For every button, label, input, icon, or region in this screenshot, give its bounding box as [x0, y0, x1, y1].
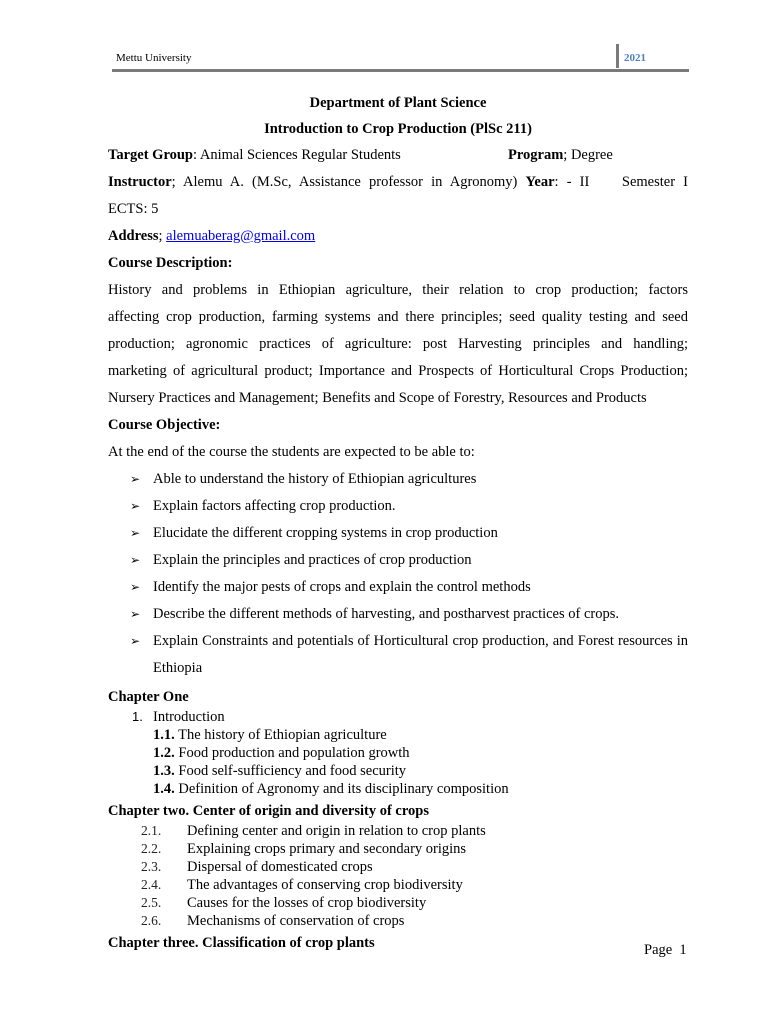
document-body [108, 90, 688, 954]
sub-number: 1.2. [153, 745, 175, 761]
sub-number: 1.1. [153, 727, 175, 743]
email-link[interactable]: alemuaberag@gmail.com [166, 228, 316, 244]
list-item [108, 547, 688, 574]
arrow-bullet-icon: ➢ [130, 472, 141, 486]
address-label: Address [108, 228, 159, 244]
sub-number: 1.4. [153, 781, 175, 797]
list-item [108, 894, 688, 912]
chapter-two-title: Chapter two. Center of origin and diversity of crops [108, 803, 429, 819]
program-value: ; Degree [563, 147, 613, 163]
header-rule [112, 69, 689, 72]
target-program-row [108, 142, 688, 169]
program [508, 142, 688, 169]
header-separator [616, 44, 619, 68]
list-item [108, 574, 688, 601]
sub-number: 2.1. [141, 823, 162, 838]
list-item [108, 493, 688, 520]
list-item [108, 628, 688, 682]
objective-text: Explain the principles and practices of crop production [153, 552, 472, 568]
list-item [108, 780, 688, 798]
sub-text: Explaining crops primary and secondary origins [187, 841, 467, 857]
sub-text: Defining center and origin in relation to crop plants [187, 823, 486, 839]
objective-intro: At the end of the course the students are expected to be able to: [108, 444, 475, 460]
sub-text: Causes for the losses of crop biodiversity [187, 895, 427, 911]
description-heading: Course Description: [108, 255, 233, 271]
chapter-one-item [108, 708, 688, 726]
objective-heading: Course Objective: [108, 417, 221, 433]
list-item [108, 601, 688, 628]
description-line: History and problems in Ethiopian agriculture, their relation to crop production; factors [108, 282, 688, 298]
objective-text: Identify the major pests of crops and explain the control methods [153, 579, 531, 595]
objective-text: Explain factors affecting crop production. [153, 498, 396, 514]
sub-text: Food self-sufficiency and food security [178, 763, 407, 779]
instructor-value: ; Alemu A. (M.Sc, Assistance professor in Agronomy) [171, 174, 518, 190]
arrow-bullet-icon: ➢ [130, 634, 141, 648]
chapter-one-title: Chapter One [108, 689, 189, 705]
instructor-row [108, 169, 688, 196]
arrow-bullet-icon: ➢ [130, 499, 141, 513]
sub-text: Definition of Agronomy and its disciplinary composition [178, 781, 509, 797]
arrow-bullet-icon: ➢ [130, 526, 141, 540]
objective-text: Describe the different methods of harvesting, and postharvest practices of crops. [153, 606, 619, 622]
sub-text: The advantages of conserving crop biodiversity [187, 877, 463, 893]
page-header [112, 44, 689, 72]
description-line: Nursery Practices and Management; Benefits and Scope of Forestry, Resources and Products [108, 390, 647, 406]
target-label: Target Group [108, 147, 193, 163]
course-title: Introduction to Crop Production (PlSc 211) [264, 121, 532, 137]
item-label: Introduction [153, 709, 225, 725]
sub-number: 2.3. [141, 859, 162, 874]
address-sep: ; [158, 228, 167, 244]
arrow-bullet-icon: ➢ [130, 607, 141, 621]
arrow-bullet-icon: ➢ [130, 580, 141, 594]
list-item [108, 912, 688, 930]
objective-text: Explain Constraints and potentials of Horticultural crop production, and Forest resources in Ethiopia [153, 633, 688, 676]
item-number: 1. [132, 709, 143, 724]
year-value: : - II Semester I [554, 174, 688, 190]
list-item [108, 858, 688, 876]
description-line: marketing of agricultural product; Importance and Prospects of Horticultural Crops Production; [108, 363, 688, 379]
sub-text: Food production and population growth [178, 745, 410, 761]
sub-text: Dispersal of domesticated crops [187, 859, 373, 875]
list-item [108, 744, 688, 762]
sub-number: 2.2. [141, 841, 162, 856]
sub-text: The history of Ethiopian agriculture [178, 727, 387, 743]
chapter-three-title: Chapter three. Classification of crop plants [108, 935, 375, 951]
list-item [108, 726, 688, 744]
ects: ECTS: 5 [108, 201, 159, 217]
department-title: Department of Plant Science [309, 95, 487, 111]
sub-number: 1.3. [153, 763, 175, 779]
program-label: Program [508, 147, 564, 163]
objective-text: Elucidate the different cropping systems in crop production [153, 525, 498, 541]
list-item [108, 840, 688, 858]
sub-number: 2.5. [141, 895, 162, 910]
description-text [108, 277, 688, 412]
description-line: production; agronomic practices of agriculture: post Harvesting principles and handling; [108, 336, 688, 352]
address-row [108, 223, 688, 250]
year-label: Year [525, 174, 555, 190]
target-group [108, 142, 401, 169]
target-value: : Animal Sciences Regular Students [193, 147, 401, 163]
sub-text: Mechanisms of conservation of crops [187, 913, 405, 929]
arrow-bullet-icon: ➢ [130, 553, 141, 567]
list-item [108, 822, 688, 840]
objective-list [108, 466, 688, 682]
header-university: Mettu University [116, 52, 192, 64]
list-item [108, 520, 688, 547]
list-item [108, 876, 688, 894]
instructor-label: Instructor [108, 174, 172, 190]
description-line: affecting crop production, farming systems and there principles; seed quality testing and seed [108, 309, 688, 325]
page-number: Page 1 [644, 942, 687, 958]
list-item [108, 466, 688, 493]
sub-number: 2.6. [141, 913, 162, 928]
objective-text: Able to understand the history of Ethiopian agricultures [153, 471, 477, 487]
sub-number: 2.4. [141, 877, 162, 892]
header-year: 2021 [624, 52, 646, 64]
list-item [108, 762, 688, 780]
